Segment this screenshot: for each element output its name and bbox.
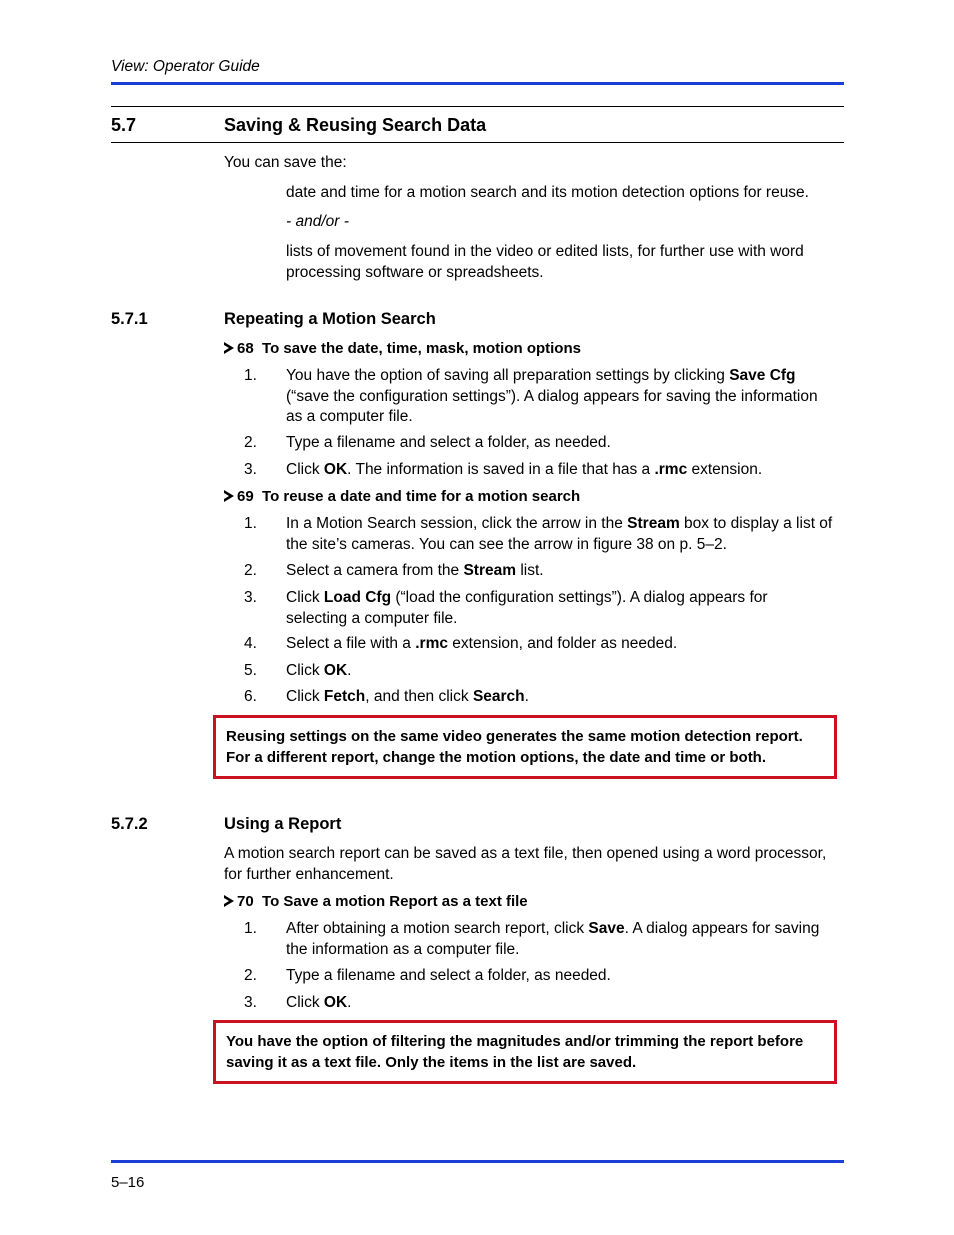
- section-top-rule: [111, 106, 844, 107]
- step-text: After obtaining a motion search report, click Save. A dialog appears for saving the information as a computer file.: [286, 920, 820, 958]
- procedure-number: 69: [237, 488, 254, 505]
- save-item-b: lists of movement found in the video or edited lists, for further use with word processing software or spreadsheets.: [286, 243, 804, 281]
- procedure-number: 68: [237, 340, 254, 357]
- subsection-intro: A motion search report can be saved as a text file, then opened using a word processor, for further enhancement.: [224, 845, 827, 883]
- step-number: 1.: [244, 920, 257, 937]
- procedure-arrow-icon: [224, 342, 234, 354]
- step-number: 3.: [244, 589, 257, 606]
- step-text: Type a filename and select a folder, as needed.: [286, 434, 611, 451]
- header-rule: [111, 82, 844, 85]
- save-item-a: date and time for a motion search and its motion detection options for reuse.: [286, 184, 809, 201]
- step-text: Click OK.: [286, 662, 352, 679]
- procedure-70-heading: [224, 893, 528, 910]
- running-header: View: Operator Guide: [111, 58, 260, 75]
- step-text: In a Motion Search session, click the arrow in the Stream box to display a list of the site’s cameras. You can see the arrow in figure 38 on p. 5–2.: [286, 515, 833, 553]
- procedure-arrow-icon: [224, 895, 234, 907]
- step-text: Click Fetch, and then click Search.: [286, 688, 529, 705]
- step-number: 5.: [244, 662, 257, 679]
- step-number: 3.: [244, 994, 257, 1011]
- and-or-text: - and/or -: [286, 213, 349, 230]
- procedure-title: To save the date, time, mask, motion options: [262, 340, 581, 357]
- section-bottom-rule: [111, 142, 844, 143]
- procedure-arrow-icon: [224, 490, 234, 502]
- procedure-title: To reuse a date and time for a motion search: [262, 488, 581, 505]
- step-text: You have the option of saving all preparation settings by clicking Save Cfg (“save the configuration settings”). A dialog appears for saving the information as a computer file.: [286, 367, 818, 425]
- step-number: 4.: [244, 635, 257, 652]
- subsection-number-2: 5.7.2: [111, 815, 148, 833]
- note-box-filter: You have the option of filtering the magnitudes and/or trimming the report before saving it as a text file. Only the items in the list are saved.: [213, 1020, 837, 1084]
- step-number: 6.: [244, 688, 257, 705]
- step-text: Select a file with a .rmc extension, and folder as needed.: [286, 635, 678, 652]
- step-text: Type a filename and select a folder, as needed.: [286, 967, 611, 984]
- note-box-reuse: Reusing settings on the same video generates the same motion detection report. For a different report, change the motion options, the date and time or both.: [213, 715, 837, 779]
- step-text: Click OK. The information is saved in a file that has a .rmc extension.: [286, 461, 763, 478]
- procedure-69-heading: [224, 488, 580, 505]
- step-number: 2.: [244, 562, 257, 579]
- step-number: 2.: [244, 967, 257, 984]
- page-number: 5–16: [111, 1174, 145, 1191]
- section-intro: You can save the:: [224, 154, 347, 171]
- section-number: 5.7: [111, 115, 137, 135]
- section-title: Saving & Reusing Search Data: [224, 115, 487, 135]
- step-text: Click Load Cfg (“load the configuration settings”). A dialog appears for selecting a computer file.: [286, 589, 768, 627]
- footer-rule: [111, 1160, 844, 1163]
- step-number: 2.: [244, 434, 257, 451]
- procedure-68-heading: [224, 340, 581, 357]
- step-number: 3.: [244, 461, 257, 478]
- step-text: Click OK.: [286, 994, 352, 1011]
- step-text: Select a camera from the Stream list.: [286, 562, 544, 579]
- subsection-title-1: Repeating a Motion Search: [224, 310, 436, 328]
- subsection-number-1: 5.7.1: [111, 310, 148, 328]
- step-number: 1.: [244, 515, 257, 532]
- step-number: 1.: [244, 367, 257, 384]
- procedure-title: To Save a motion Report as a text file: [262, 893, 528, 910]
- subsection-title-2: Using a Report: [224, 815, 342, 833]
- procedure-number: 70: [237, 893, 254, 910]
